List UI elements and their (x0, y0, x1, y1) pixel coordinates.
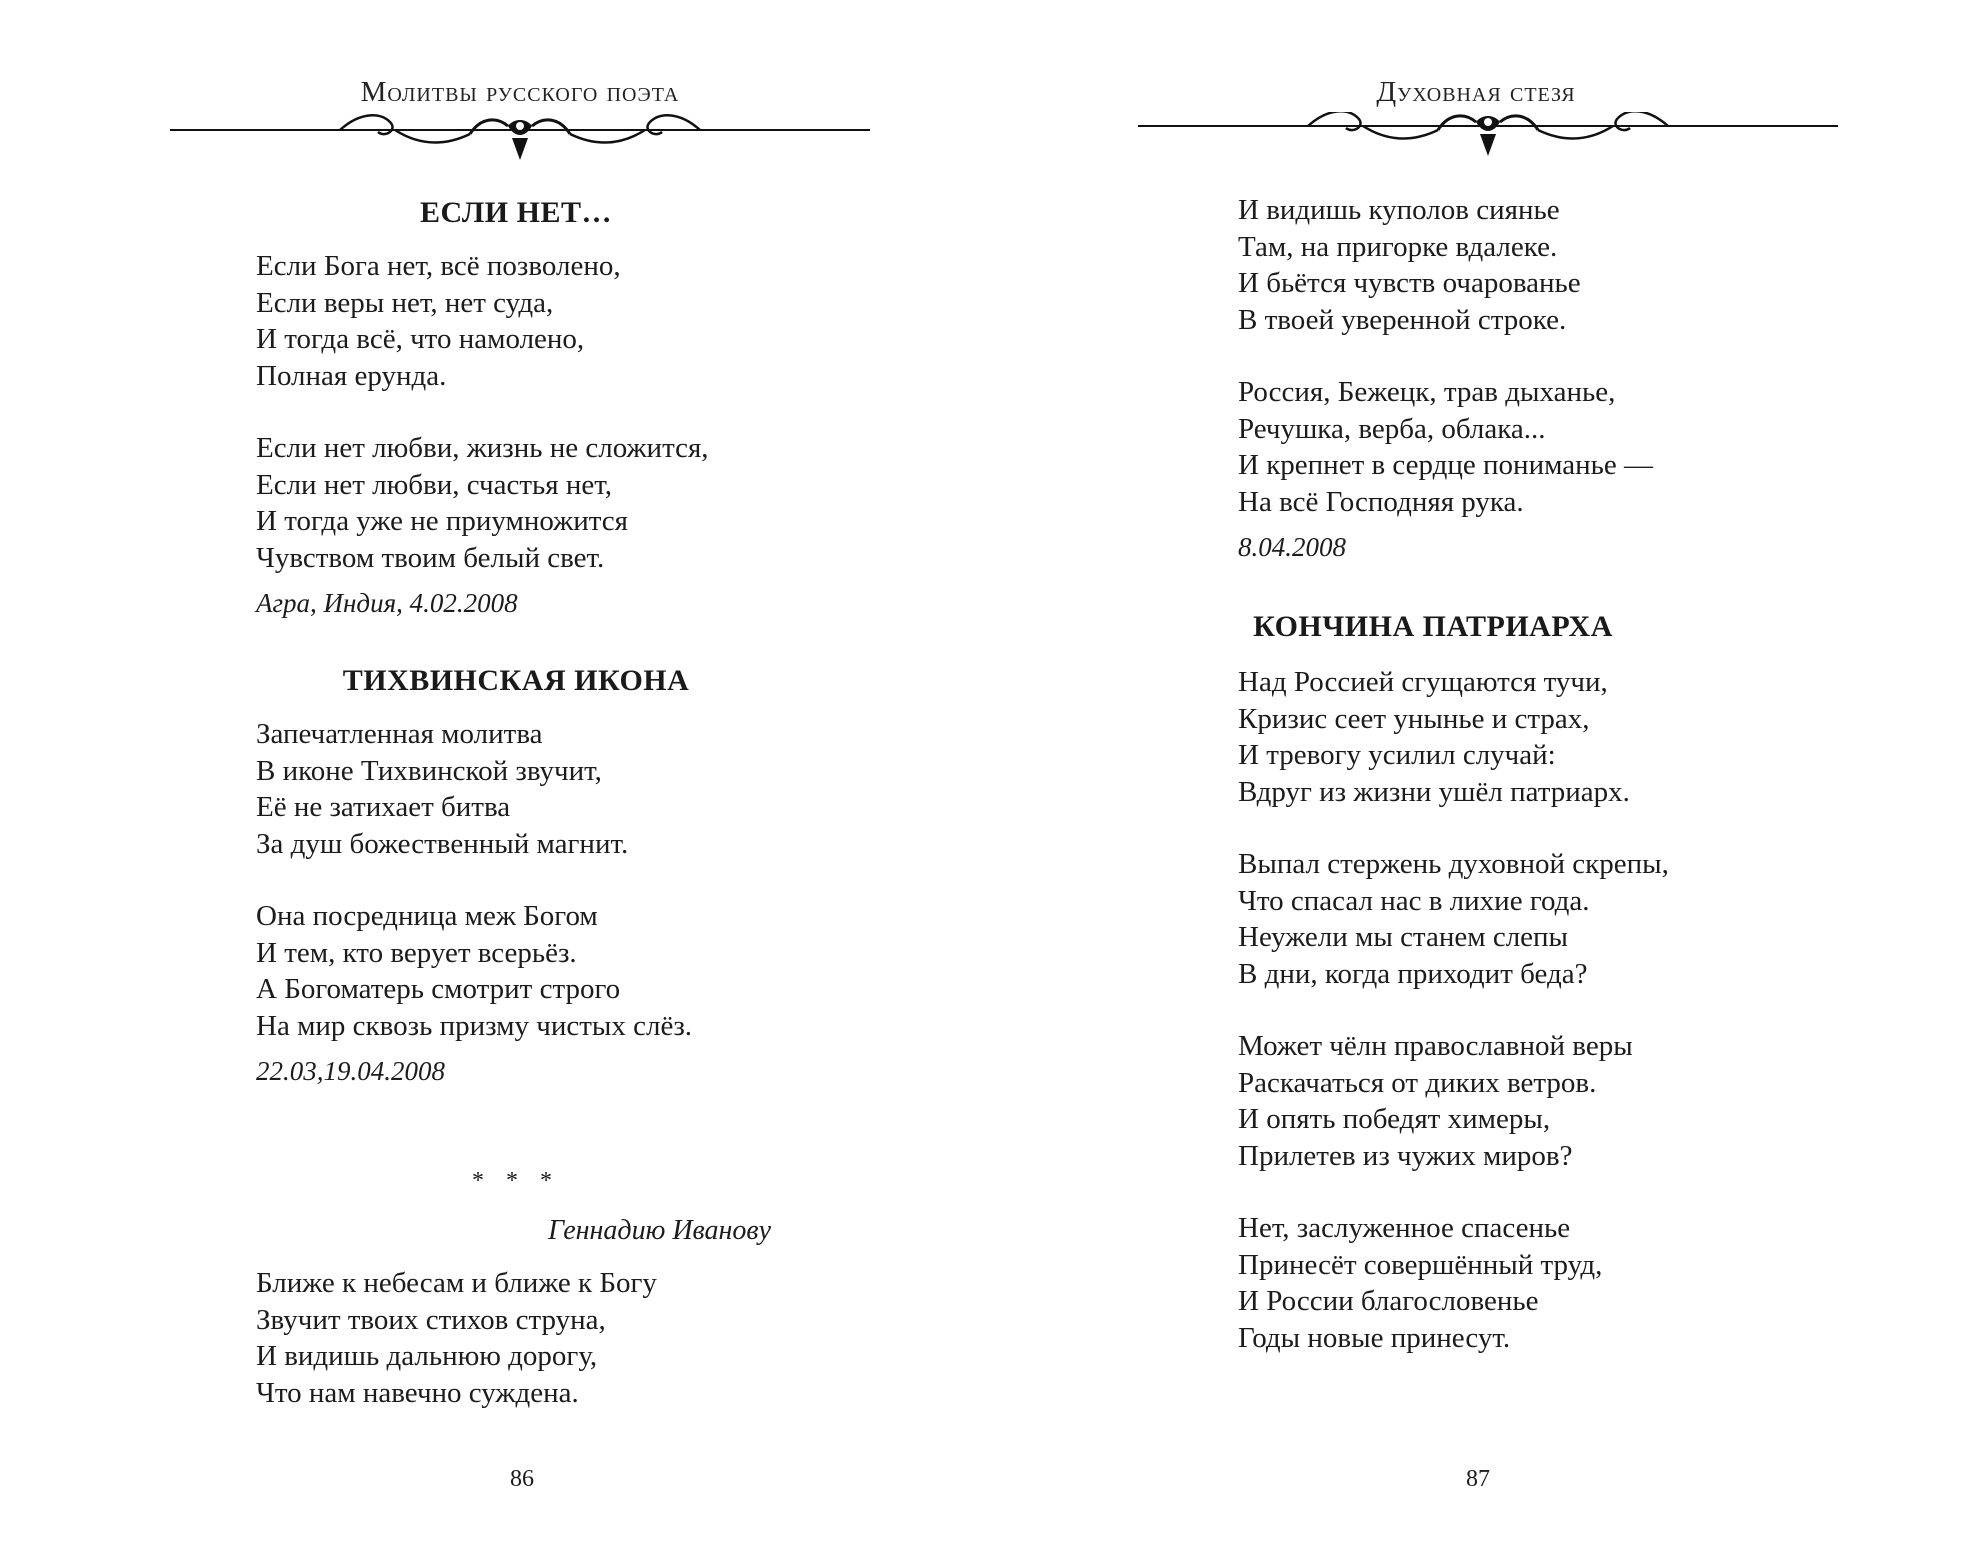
verse-line: И бьётся чувств очарованье (1238, 267, 1581, 299)
stanza (256, 248, 776, 394)
asterism: * * * (472, 1168, 560, 1194)
poem-date: 8.04.2008 (1238, 532, 1346, 562)
verse-line: И опять победят химеры, (1238, 1103, 1551, 1135)
verse-line: Выпал стержень духовной скрепы, (1238, 848, 1669, 880)
verse-line: Что спасал нас в лихие года. (1238, 884, 1590, 917)
verse-line: Полная ерунда. (256, 359, 447, 392)
left-page (0, 0, 988, 1560)
verse-line: За душ божественный магнит. (256, 827, 629, 860)
poem-untitled (256, 1168, 776, 1411)
stanza (1238, 374, 1798, 520)
page-number: 86 (510, 1466, 534, 1492)
verse-line: В дни, когда приходит беда? (1238, 957, 1588, 990)
verse-line: Если веры нет, нет суда, (256, 286, 554, 319)
verse-line: И тогда всё, что намолено, (256, 323, 585, 355)
running-header: Духовная стезя (1376, 76, 1576, 108)
stanza (256, 716, 776, 862)
poem-title: КОНЧИНА ПАТРИАРХА (1253, 610, 1613, 643)
verse-line: Может чёлн православной веры (1238, 1030, 1633, 1062)
verse-line: И тем, кто верует всерьёз. (256, 936, 577, 969)
poem-title: ЕСЛИ НЕТ… (420, 196, 612, 229)
verse-line: На всё Господняя рука. (1238, 485, 1524, 518)
stanza (256, 898, 776, 1044)
verse-line: В твоей уверенной строке. (1238, 303, 1567, 336)
verse-line: Прилетев из чужих миров? (1238, 1139, 1573, 1172)
verse-line: И России благословенье (1238, 1285, 1539, 1317)
verse-line: Если нет любви, счастья нет, (256, 468, 612, 501)
verse-line: Нет, заслуженное спасенье (1238, 1212, 1571, 1244)
verse-line: И видишь куполов сиянье (1238, 194, 1560, 226)
verse-line: В иконе Тихвинской звучит, (256, 754, 602, 787)
poem-tikhvinskaya-ikona (256, 664, 776, 1087)
verse-line: И тревогу усилил случай: (1238, 739, 1556, 771)
verse-line: И видишь дальнюю дорогу, (256, 1340, 598, 1372)
verse-line: Годы новые принесут. (1238, 1321, 1511, 1354)
stanza (1238, 664, 1838, 810)
verse-line: Чувством твоим белый свет. (256, 541, 605, 574)
verse-line: И крепнет в сердце пониманье — (1238, 449, 1653, 481)
verse-line: Ближе к небесам и ближе к Богу (256, 1267, 657, 1299)
running-header: Молитвы русского поэта (360, 76, 680, 108)
right-page (988, 0, 1977, 1560)
poem-date: 22.03,19.04.2008 (256, 1056, 445, 1086)
poem-esli-net (256, 196, 776, 619)
verse-line: Раскачаться от диких ветров. (1238, 1066, 1597, 1099)
verse-line: Кризис сеет уныньe и страх, (1238, 702, 1590, 735)
verse-line: А Богоматерь смотрит строго (256, 973, 621, 1005)
stanza (1238, 846, 1838, 992)
verse-line: Вдруг из жизни ушёл патриарх. (1238, 775, 1630, 808)
verse-line: На мир сквозь призму чистых слёз. (256, 1009, 693, 1042)
verse-line: Звучит твоих стихов струна, (256, 1303, 606, 1336)
poem-date: Агра, Индия, 4.02.2008 (256, 588, 518, 618)
verse-line: Речушка, верба, облака... (1238, 412, 1546, 445)
flourish-divider-icon (1138, 112, 1838, 172)
poem-konchina-patriarkha (1238, 610, 1838, 1356)
poem-dedication: Геннадию Иванову (548, 1215, 771, 1246)
page-number: 87 (1466, 1466, 1490, 1492)
stanza (256, 1265, 776, 1411)
verse-line: И тогда уже не приумножится (256, 505, 628, 537)
poem-title: ТИХВИНСКАЯ ИКОНА (342, 664, 690, 697)
verse-line: Там, на пригорке вдалеке. (1238, 230, 1558, 263)
verse-line: Её не затихает битва (256, 791, 511, 823)
verse-line: Что нам навечно суждена. (256, 1376, 579, 1409)
stanza (1238, 192, 1798, 338)
verse-line: Если Бога нет, всё позволено, (256, 250, 621, 282)
stanza (1238, 1210, 1838, 1356)
verse-line: Неужели мы станем слепы (1238, 921, 1569, 953)
flourish-divider-icon (170, 112, 870, 172)
verse-line: Над Россией сгущаются тучи, (1238, 666, 1608, 698)
verse-line: Она посредница меж Богом (256, 900, 598, 932)
stanza (256, 430, 776, 576)
poem-continued (1238, 192, 1798, 563)
verse-line: Принесёт совершённый труд, (1238, 1248, 1603, 1281)
verse-line: Россия, Бежецк, трав дыханье, (1238, 376, 1616, 408)
stanza (1238, 1028, 1838, 1174)
verse-line: Если нет любви, жизнь не сложится, (256, 432, 709, 464)
verse-line: Запечатленная молитва (256, 718, 543, 750)
